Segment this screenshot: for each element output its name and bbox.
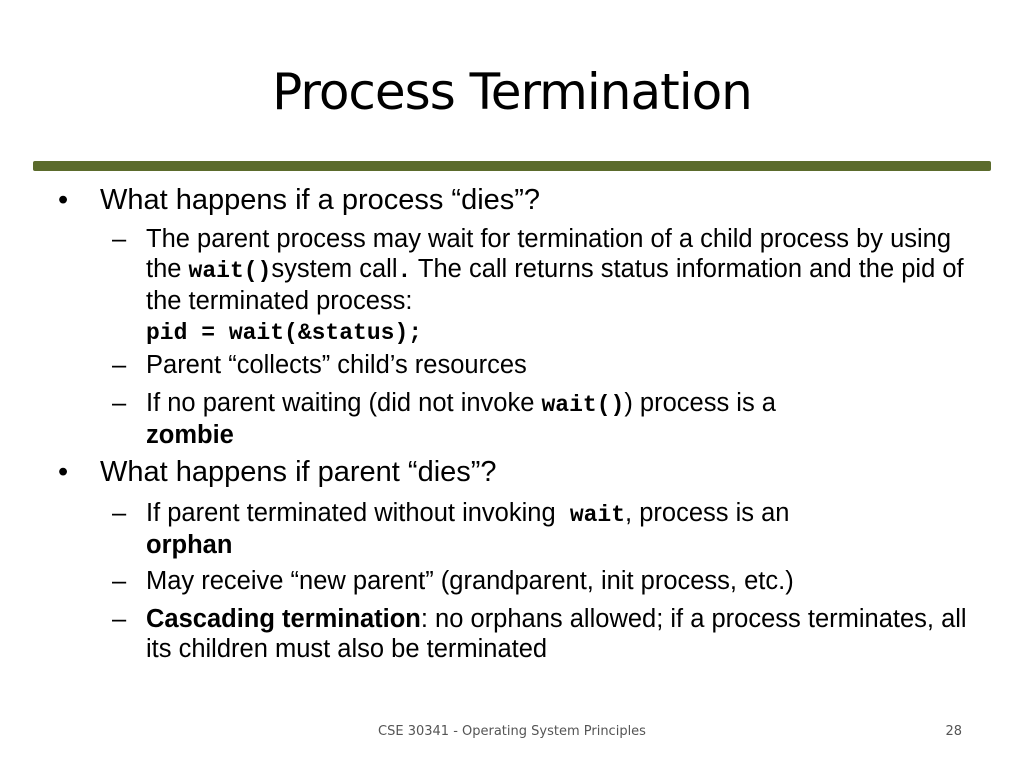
sub-bullet-text: ) process is a — [624, 389, 776, 417]
bullet-dot-icon: • — [58, 184, 69, 216]
bold-term: zombie — [146, 421, 234, 449]
dash-icon: – — [112, 499, 127, 527]
code-span: pid = wait(&status); — [146, 320, 423, 346]
bullet-item — [58, 456, 980, 488]
sub-bullet-text: If parent terminated without invoking — [146, 499, 570, 527]
sub-bullet-text: Parent “collects” child’s resources — [146, 351, 527, 379]
dash-icon: – — [112, 389, 127, 417]
dash-icon: – — [112, 567, 127, 595]
code-span: wait() — [541, 392, 625, 418]
sub-bullet-text: The call returns status information and the pid of the terminated process: — [146, 255, 964, 315]
bold-term: Cascading termination — [146, 605, 421, 633]
title-underline-bar — [33, 161, 991, 171]
code-span: . — [397, 258, 412, 284]
page-number: 28 — [945, 724, 962, 739]
sub-bullet-text: : no orphans allowed; if a process terminates, all its children must also be terminated — [146, 605, 967, 663]
sub-bullet-text: May receive “new parent” (grandparent, init process, etc.) — [146, 567, 794, 595]
bullet-item — [58, 184, 980, 216]
sub-bullet-item — [112, 350, 976, 380]
dash-icon: – — [112, 605, 127, 633]
code-span: wait() — [188, 258, 272, 284]
code-span: wait — [569, 502, 626, 528]
bold-term: orphan — [146, 531, 233, 559]
dash-icon: – — [112, 351, 127, 379]
sub-bullet-text: system call — [271, 255, 398, 283]
sub-bullet-item — [112, 498, 976, 560]
sub-bullet-text: If no parent waiting (did not invoke — [146, 389, 542, 417]
sub-bullet-text: The parent process may wait for termination of a child process by using the — [146, 225, 952, 283]
slide-title: Process Termination — [272, 63, 752, 121]
sub-bullet-item — [112, 604, 976, 664]
bullet-dot-icon: • — [58, 456, 69, 488]
sub-bullet-item — [112, 566, 976, 596]
sub-bullet-item — [112, 388, 976, 450]
bullet-text: What happens if a process “dies”? — [100, 184, 541, 216]
dash-icon: – — [112, 225, 127, 253]
slide-footer: CSE 30341 - Operating System Principles — [378, 724, 646, 739]
sub-bullet-text: , process is an — [625, 499, 790, 527]
sub-bullet-item — [112, 224, 976, 348]
bullet-text: What happens if parent “dies”? — [100, 456, 497, 488]
